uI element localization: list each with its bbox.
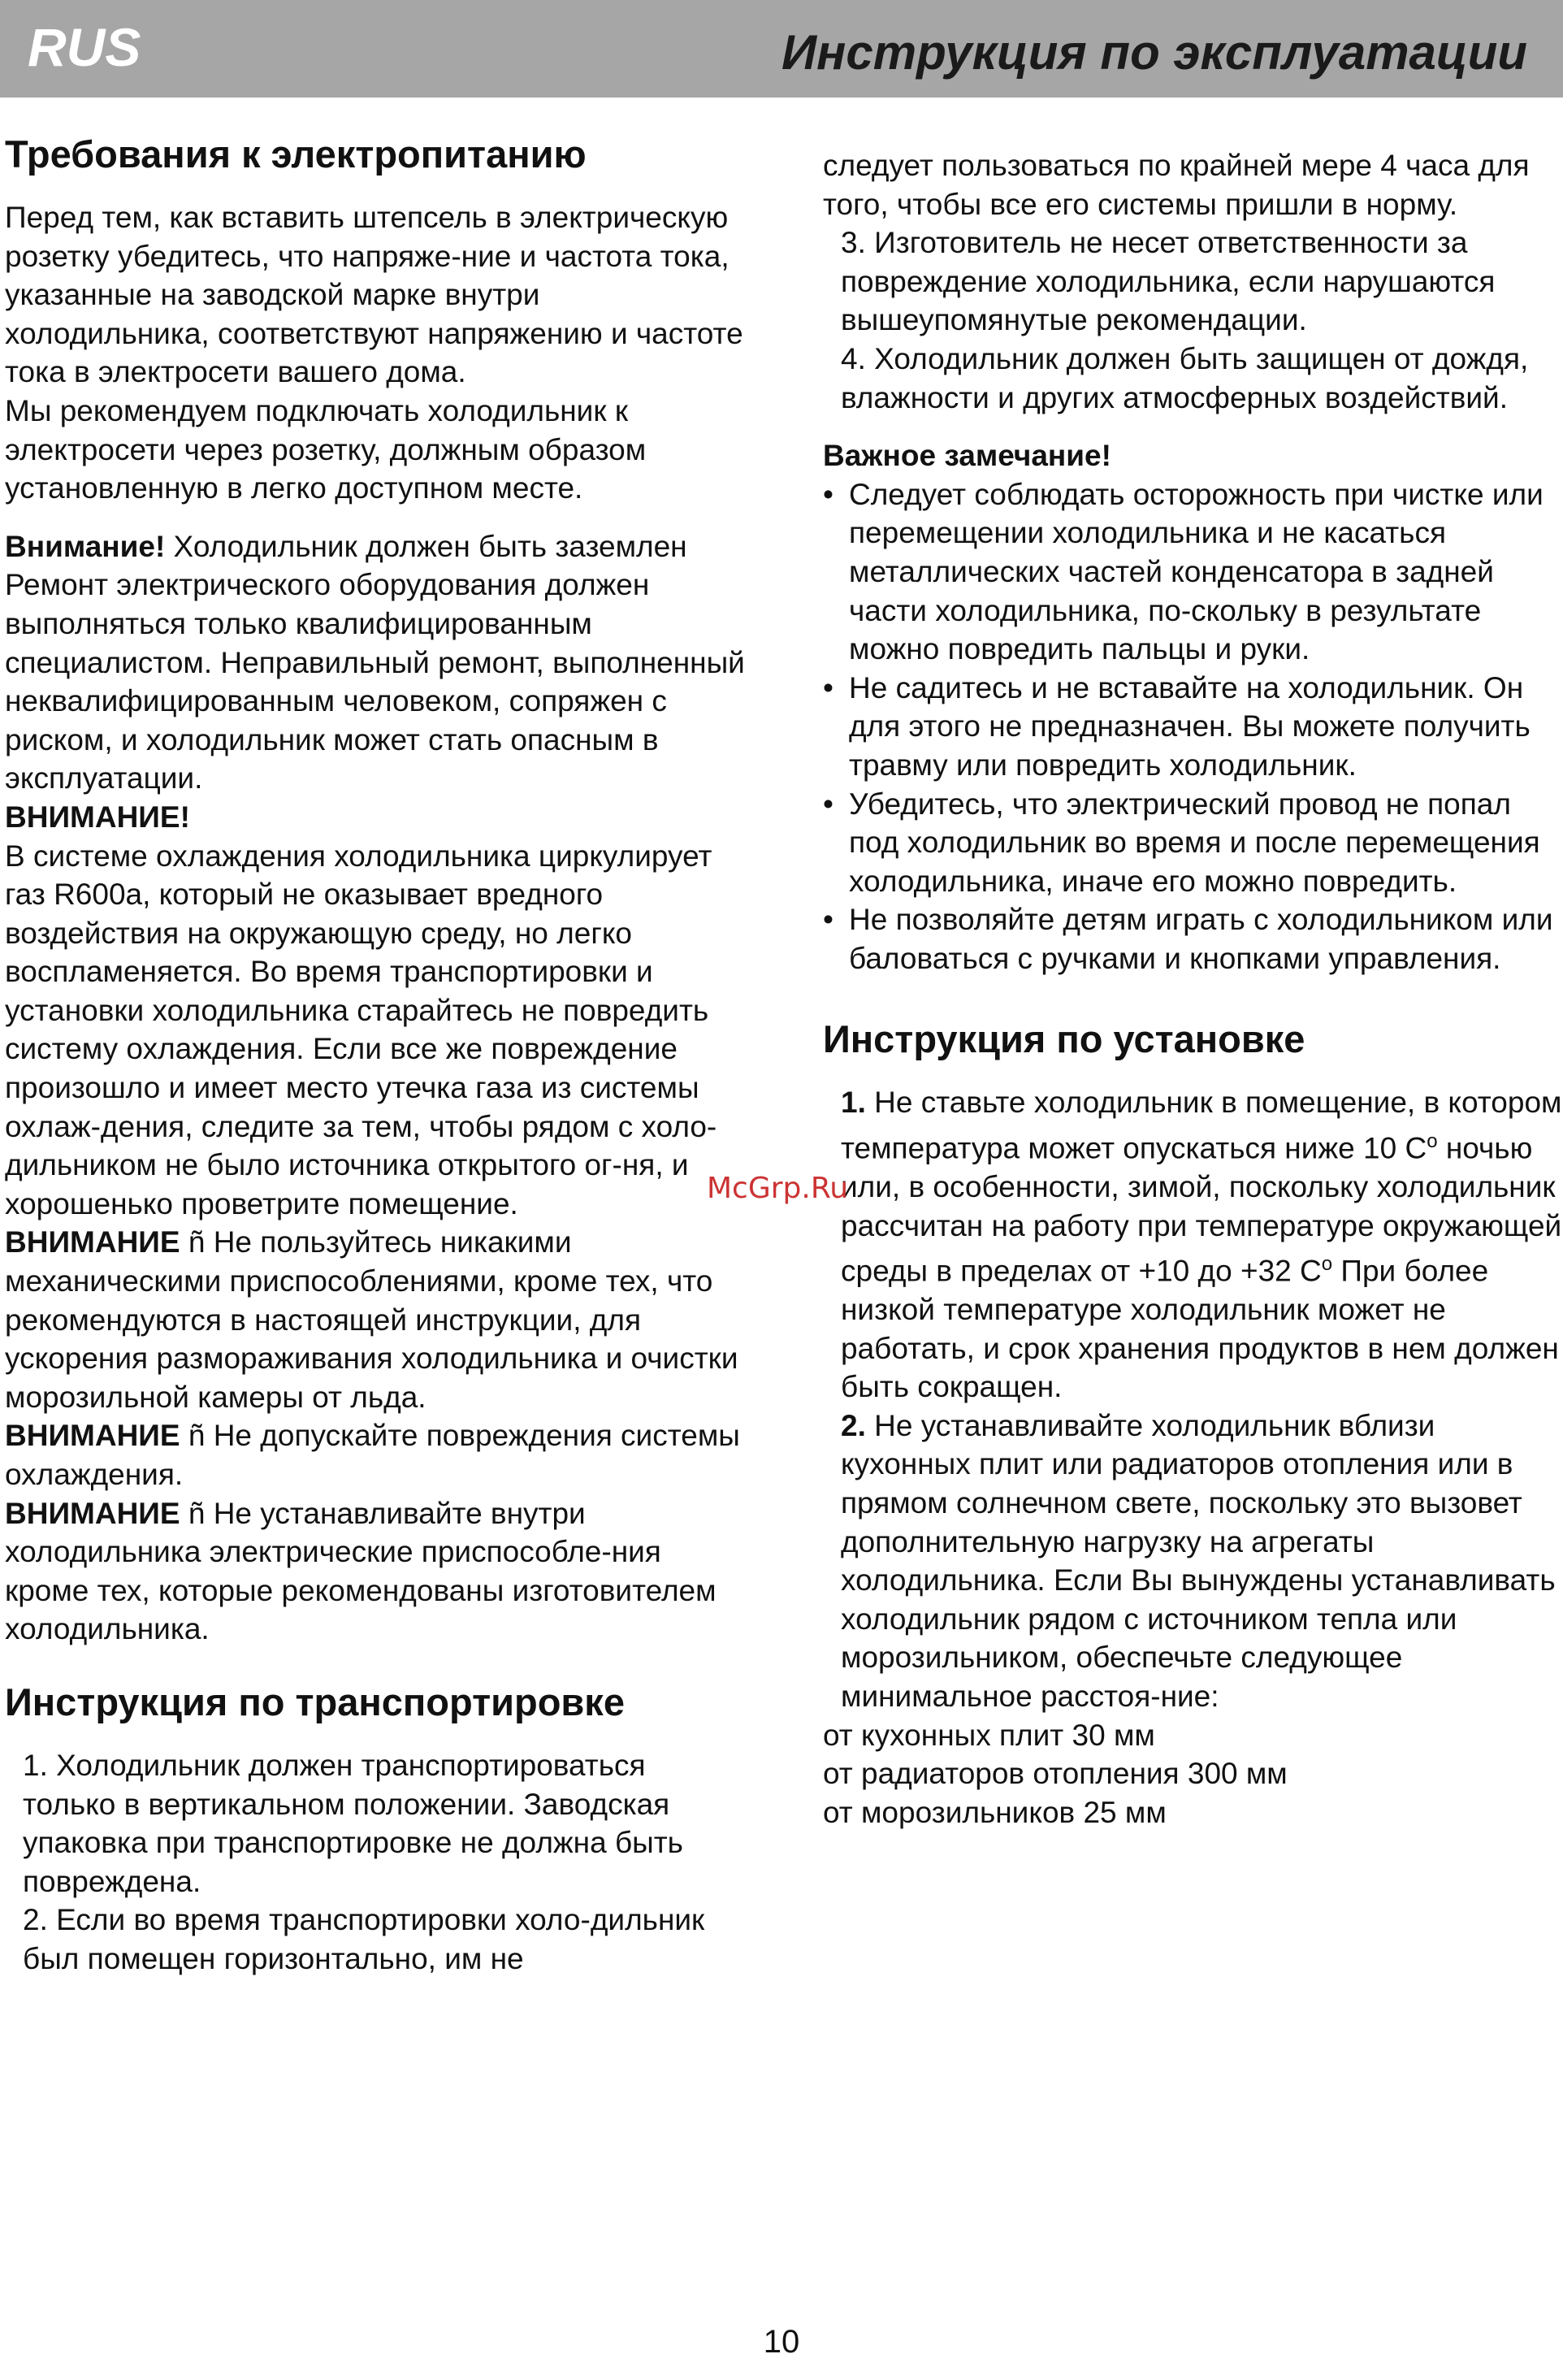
- warning-paragraph: ВНИМАНИЕ ñ Не устанавливайте внутри холодильника электрические приспособле-ния кроме тех, которые рекомендованы изготовителем холодильника.: [5, 1496, 717, 1646]
- warning-paragraph: ВНИМАНИЕ ñ Не допускайте повреждения системы охлаждения.: [5, 1419, 740, 1491]
- paragraph: Мы рекомендуем подключать холодильник к электросети через розетку, должным образом установленную в легко доступном месте.: [5, 393, 647, 505]
- right-column: [823, 146, 1563, 1832]
- language-label: RUS: [28, 17, 141, 77]
- warning-label: Внимание!: [5, 529, 166, 563]
- watermark: McGrp.Ru: [707, 1172, 849, 1205]
- section-heading-installation: Инструкция по установке: [823, 1017, 1305, 1061]
- distance-line: от кухонных плит 30 мм: [823, 1718, 1155, 1752]
- section-heading-power: Требования к электропитанию: [5, 132, 587, 176]
- distance-line: от радиаторов отопления 300 мм: [823, 1757, 1288, 1791]
- bullet-icon: •: [823, 670, 833, 704]
- list-item: 4. Холодильник должен быть защищен от дождя, влажности и других атмосферных воздействий.: [841, 341, 1529, 414]
- degree-sign: o: [1321, 1253, 1333, 1276]
- manual-title: Инструкция по эксплуатации: [782, 25, 1527, 80]
- section-heading-transport: Инструкция по транспортировке: [5, 1680, 625, 1723]
- list-item: 1. Холодильник должен транспортироваться только в вертикальном положении. Заводская упаковка при транспортировке не должна быть повреждена.: [23, 1748, 683, 1898]
- list-item: 2. Если во время транспортировки холо-дильник был помещен горизонтально, им не: [23, 1903, 705, 1975]
- page-number: 10: [763, 2324, 800, 2360]
- left-column: [5, 130, 746, 1979]
- paragraph: В системе охлаждения холодильника циркулирует газ R600a, который не оказывает вредного воздействия на окружающую среду, но легко воспламеняется. Во время транспортировки и установки холодильника старайтесь не повредить систему охлаждения. Если все же повреждение произошло и имеет место утечка газа из системы охлаж-дения, следите за тем, чтобы рядом с холо-дильником не было источника открытого ог-ня, и хорошенько проветрите помещение.: [5, 839, 717, 1220]
- bullet-icon: •: [823, 903, 833, 937]
- bullet-item: • Убедитесь, что электрический провод не попал под холодильник во время и после перемещения холодильника, иначе его можно повредить.: [823, 785, 1563, 901]
- paragraph: Перед тем, как вставить штепсель в электрическую розетку убедитесь, что напряже-ние и частота тока, указанные на заводской марке внутри холодильника, соответствуют напряжению и частоте тока в электросети вашего дома.: [5, 201, 743, 389]
- list-item: 2. Не устанавливайте холодильник вблизи кухонных плит или радиаторов отопления или в прямом солнечном свете, поскольку это вызовет дополнительную нагрузку на агрегаты холодильника. Если Вы вынуждены устанавливать холодильник рядом с источником тепла или морозильником, обеспечьте следующее минимальное расстоя-ние:: [841, 1408, 1556, 1714]
- warning-label: ВНИМАНИЕ!: [5, 800, 190, 834]
- bullet-item: • Следует соблюдать осторожность при чистке или перемещении холодильника и не касаться металлических частей конденсатора в задней части холодильника, по-скольку в результате можно повредить пальцы и руки.: [823, 475, 1563, 669]
- paragraph: Ремонт электрического оборудования должен выполняться только квалифицированным специалистом. Неправильный ремонт, выполненный неквалифицированным человеком, сопряжен с риском, и холодильник может стать опасным в эксплуатации.: [5, 568, 745, 796]
- page-header: [0, 0, 1563, 98]
- list-item: 3. Изготовитель не несет ответственности за повреждение холодильника, если нарушаются вышеупомянутые рекомендации.: [841, 226, 1496, 337]
- degree-sign: o: [1427, 1130, 1438, 1153]
- bullet-item: • Не садитесь и не вставайте на холодильник. Он для этого не предназначен. Вы можете получить травму или повредить холодильник.: [823, 669, 1563, 785]
- distance-line: от морозильников 25 мм: [823, 1795, 1167, 1829]
- bullet-icon: •: [823, 787, 833, 821]
- list-item: 1. Не ставьте холодильник в помещение, в котором температура может опускаться ниже 10 $С^o$ ночью или, в особенности, зимой, поскольку холодильник рассчитан на работу при температуре окружающей среды в пределах от +10 до +32 $С^o$ При более низкой температуре холодильник может не работать, и срок хранения продуктов в нем должен быть сокращен.: [841, 1086, 1562, 1404]
- paragraph: следует пользоваться по крайней мере 4 часа для того, чтобы все его системы пришли в норму.: [823, 149, 1530, 221]
- bullet-item: • Не позволяйте детям играть с холодильником или баловаться с ручками и кнопками управления.: [823, 900, 1563, 978]
- warning-paragraph: ВНИМАНИЕ ñ Не пользуйтесь никакими механическими приспособлениями, кроме тех, что рекомендуются в настоящей инструкции, для ускорения размораживания холодильника и очистки морозильной камеры от льда.: [5, 1225, 738, 1414]
- note-title: Важное замечание!: [823, 439, 1111, 473]
- bullet-icon: •: [823, 477, 833, 511]
- warning-paragraph: Внимание! Холодильник должен быть заземлен: [5, 529, 687, 563]
